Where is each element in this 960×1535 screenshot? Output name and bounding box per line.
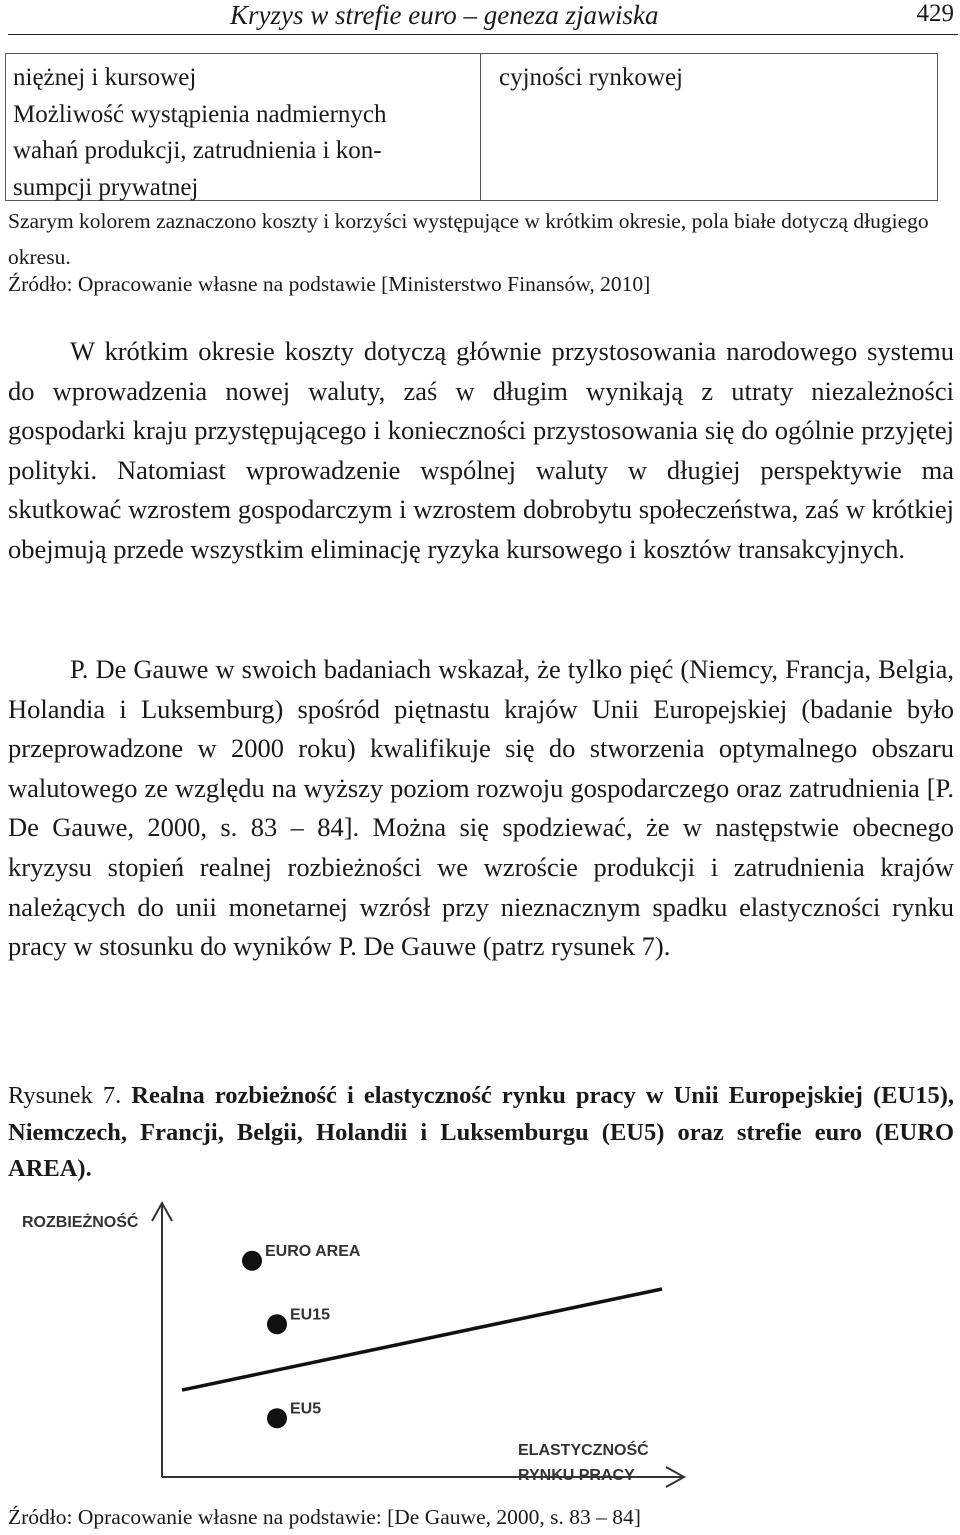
trend-line bbox=[182, 1289, 662, 1390]
paragraph bbox=[8, 332, 954, 570]
paragraph bbox=[8, 650, 954, 967]
running-header bbox=[0, 0, 960, 40]
figure-source: Źródło: Opracowanie własne na podstawie: [De Gauwe, 2000, s. 83 – 84] bbox=[8, 1505, 641, 1529]
figure-title: Realna rozbieżność i elastyczność rynku pracy w Unii Europejskiej (EU15), Niemczech, Francji, Belgii, Holandii i Luksemburgu (EU5) oraz strefie euro (EURO AREA). bbox=[8, 1082, 954, 1182]
data-point-label: EURO AREA bbox=[265, 1242, 361, 1260]
table-cell-left bbox=[6, 54, 481, 200]
data-point bbox=[267, 1408, 287, 1428]
y-axis-label: ROZBIEŻNOŚĆ bbox=[22, 1214, 139, 1231]
table-cell-line: wahań produkcji, zatrudnienia i kon- bbox=[13, 137, 382, 164]
table-cell-line: niężnej i kursowej bbox=[13, 64, 197, 91]
table-cell-line: Możliwość wystąpienia nadmiernych bbox=[13, 100, 387, 128]
table-cell-line: sumpcji prywatnej bbox=[13, 173, 199, 201]
scatter-chart bbox=[0, 1195, 700, 1495]
figure-label: Rysunek 7. bbox=[8, 1082, 122, 1109]
paragraph-text: P. De Gauwe w swoich badaniach wskazał, że tylko pięć (Niemcy, Francja, Belgia, Holandia i Luksemburg) spośród piętnastu krajów Unii Europejskiej (badanie było przeprowadzone w 2000 roku) kwalifikuje się do stworzenia optymalnego obszaru walutowego ze względu na wyższy poziom rozwoju gospodarczego oraz zatrudnienia [P. De Gauwe, 2000, s. 83 – 84]. Można się spodziewać, że w następstwie obecnego kryzysu stopień realnej rozbieżności we wzroście produkcji i zatrudnienia krajów należących do unii monetarnej wzrósł przy nieznacznym spadku elastyczności rynku pracy w stosunku do wyników P. De Gauwe (patrz rysunek 7). bbox=[8, 654, 954, 962]
data-point bbox=[242, 1251, 262, 1271]
paragraph-text: W krótkim okresie koszty dotyczą głównie przystosowania narodowego systemu do wprowadzenia nowej waluty, zaś w długim wynikają z utraty niezależności gospodarki kraju przystępującego i konieczności przystosowania się do ogólnie przyjętej polityki. Natomiast wprowadzenie wspólnej waluty w długiej perspektywie ma skutkować wzrostem gospodarczym i wzrostem dobrobytu społeczeństwa, zaś w krótkiej obejmują przede wszystkim eliminację ryzyka kursowego i kosztów transakcyjnych. bbox=[8, 336, 954, 564]
running-title: Kryzys w strefie euro – geneza zjawiska bbox=[230, 0, 659, 30]
figure-caption bbox=[8, 1078, 954, 1188]
x-axis-label: RYNKU PRACY bbox=[518, 1467, 635, 1484]
page-number: 429 bbox=[916, 0, 954, 27]
cost-benefit-table-fragment bbox=[5, 53, 938, 201]
header-rule bbox=[8, 34, 958, 35]
data-point bbox=[267, 1314, 287, 1334]
table-note: Szarym kolorem zaznaczono koszty i korzyści występujące w krótkim okresie, pola białe dotyczą długiego okresu. bbox=[8, 209, 929, 269]
table-source: Źródło: Opracowanie własne na podstawie [Ministerstwo Finansów, 2010] bbox=[8, 272, 651, 296]
data-point-label: EU5 bbox=[290, 1400, 322, 1418]
x-axis-label: ELASTYCZNOŚĆ bbox=[518, 1442, 649, 1459]
table-cell-right bbox=[481, 54, 937, 200]
table-cell-line: cyjności rynkowej bbox=[499, 64, 683, 91]
data-point-label: EU15 bbox=[290, 1306, 331, 1324]
